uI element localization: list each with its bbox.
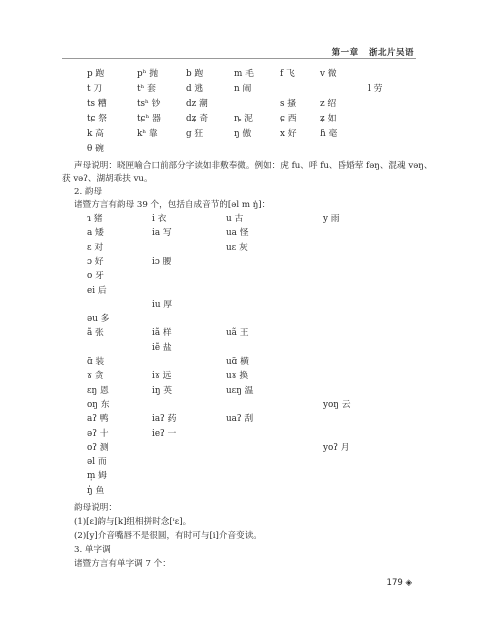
page-number: 179 ◈ bbox=[386, 578, 412, 588]
initial-cell: x 好 bbox=[280, 129, 297, 139]
final-cell: ã 张 bbox=[87, 328, 104, 339]
final-cell: uɤ 换 bbox=[226, 371, 249, 382]
initial-cell: ts 糟 bbox=[87, 99, 107, 109]
running-header bbox=[332, 46, 414, 58]
initial-cell: tsʰ 钞 bbox=[137, 99, 161, 109]
initial-cell: v 微 bbox=[320, 69, 337, 79]
final-cell: əʔ 十 bbox=[87, 428, 109, 439]
final-cell: oŋ 东 bbox=[87, 399, 110, 410]
final-cell: ieʔ 一 bbox=[152, 428, 177, 439]
final-cell: aʔ 鸭 bbox=[87, 414, 109, 425]
section-3-heading: 3. 单字调 bbox=[74, 545, 111, 555]
final-cell: ua 怪 bbox=[226, 228, 249, 239]
final-cell: yoŋ 云 bbox=[323, 399, 351, 410]
chapter-title: 浙北片吴语 bbox=[368, 48, 414, 58]
header-rule bbox=[62, 58, 416, 59]
final-cell: ɛ 对 bbox=[87, 242, 104, 253]
final-cell: ɑ̃ 装 bbox=[87, 357, 105, 367]
final-cell: iŋ 英 bbox=[152, 385, 173, 396]
final-cell: ɛŋ 恩 bbox=[87, 385, 109, 396]
final-cell: ɤ 贪 bbox=[87, 371, 104, 382]
final-cell: yoʔ 月 bbox=[323, 442, 350, 453]
section-3-intro: 诸暨方言有单字调 7 个： bbox=[74, 559, 171, 569]
section-2-intro: 诸暨方言有韵母 39 个，包括自成音节的[əl m ŋ̍]： bbox=[74, 200, 271, 210]
final-cell: ŋ̍ 鱼 bbox=[87, 485, 105, 496]
final-cell: m̩ 姆 bbox=[87, 471, 107, 482]
initial-cell: ŋ 傲 bbox=[234, 129, 252, 139]
initial-cell: g 狂 bbox=[186, 129, 204, 139]
initial-cell: ɕ 西 bbox=[280, 114, 297, 124]
initial-cell: θ 碗 bbox=[87, 144, 104, 154]
final-cell: a 矮 bbox=[87, 228, 104, 239]
initial-cell: f 飞 bbox=[280, 69, 295, 79]
initial-cell: ɦ 毫 bbox=[320, 129, 338, 139]
finals-note-1: (1)[ɛ]韵与[k]组相拼时念[ᶦɛ]。 bbox=[74, 517, 192, 527]
initial-cell: l 劳 bbox=[368, 84, 383, 94]
final-cell: əl 而 bbox=[87, 457, 107, 468]
initial-cell: ʑ 如 bbox=[320, 114, 337, 124]
initial-cell: s 搔 bbox=[280, 99, 297, 109]
final-cell: ei 后 bbox=[87, 285, 107, 296]
initial-cell: kʰ 靠 bbox=[137, 129, 158, 139]
initial-cell: t 刀 bbox=[87, 84, 103, 94]
chapter-label: 第一章 bbox=[331, 48, 359, 58]
final-cell: oʔ 测 bbox=[87, 442, 109, 453]
section-2-heading: 2. 韵母 bbox=[74, 187, 103, 197]
final-cell: uaʔ 刮 bbox=[226, 414, 254, 425]
initial-cell: tʰ 套 bbox=[137, 84, 156, 94]
final-cell: ɔ 好 bbox=[87, 256, 104, 267]
final-cell: iɔ 腰 bbox=[152, 256, 172, 267]
final-cell: iɤ 远 bbox=[152, 371, 172, 382]
initial-cell: n 闹 bbox=[234, 84, 252, 94]
final-cell: iã 样 bbox=[152, 328, 172, 339]
initial-cell: tɕ 祭 bbox=[87, 114, 108, 124]
initials-note-line-1: 声母说明：晓匣喻合口前部分字读如非敷奉微。例如：虎 fu、呼 fu、昏婚荤 fəŋ、混魂 vəŋ、 bbox=[74, 161, 433, 171]
initial-cell: dʑ 奇 bbox=[186, 114, 209, 124]
final-cell: uɛŋ 温 bbox=[226, 385, 254, 396]
final-cell: iaʔ 药 bbox=[152, 414, 177, 425]
initial-cell: ȵ 泥 bbox=[234, 114, 253, 124]
final-cell: y 雨 bbox=[323, 214, 340, 224]
final-cell: ɿ 猪 bbox=[87, 214, 103, 224]
initials-note-line-2: 获 vəʔ、湖胡乖扶 vu。 bbox=[62, 174, 153, 184]
initial-cell: p 跑 bbox=[87, 69, 105, 79]
initial-cell: b 跑 bbox=[186, 69, 204, 79]
final-cell: iẽ 盐 bbox=[152, 342, 172, 353]
initial-cell: k 高 bbox=[87, 129, 104, 139]
initial-cell: d 逃 bbox=[186, 84, 204, 94]
final-cell: uɛ 灰 bbox=[226, 242, 248, 253]
final-cell: iu 厚 bbox=[152, 299, 173, 310]
initial-cell: m 毛 bbox=[234, 69, 254, 79]
final-cell: i 衣 bbox=[152, 214, 167, 224]
final-cell: əu 多 bbox=[87, 314, 110, 325]
final-cell: ia 写 bbox=[152, 228, 172, 239]
final-cell: u 古 bbox=[226, 214, 244, 224]
initial-cell: pʰ 抛 bbox=[137, 69, 159, 79]
initial-cell: tɕʰ 器 bbox=[137, 114, 161, 124]
initial-cell: dz 潮 bbox=[186, 99, 208, 109]
final-cell: o 牙 bbox=[87, 271, 104, 282]
finals-note-heading: 韵母说明： bbox=[74, 503, 117, 513]
final-cell: uɑ̃ 横 bbox=[226, 357, 249, 367]
initial-cell: z 绍 bbox=[320, 99, 337, 109]
finals-note-2: (2)[y]介音嘴唇不是很圆，有时可与[i]介音变读。 bbox=[74, 531, 262, 541]
final-cell: uã 王 bbox=[226, 328, 249, 339]
